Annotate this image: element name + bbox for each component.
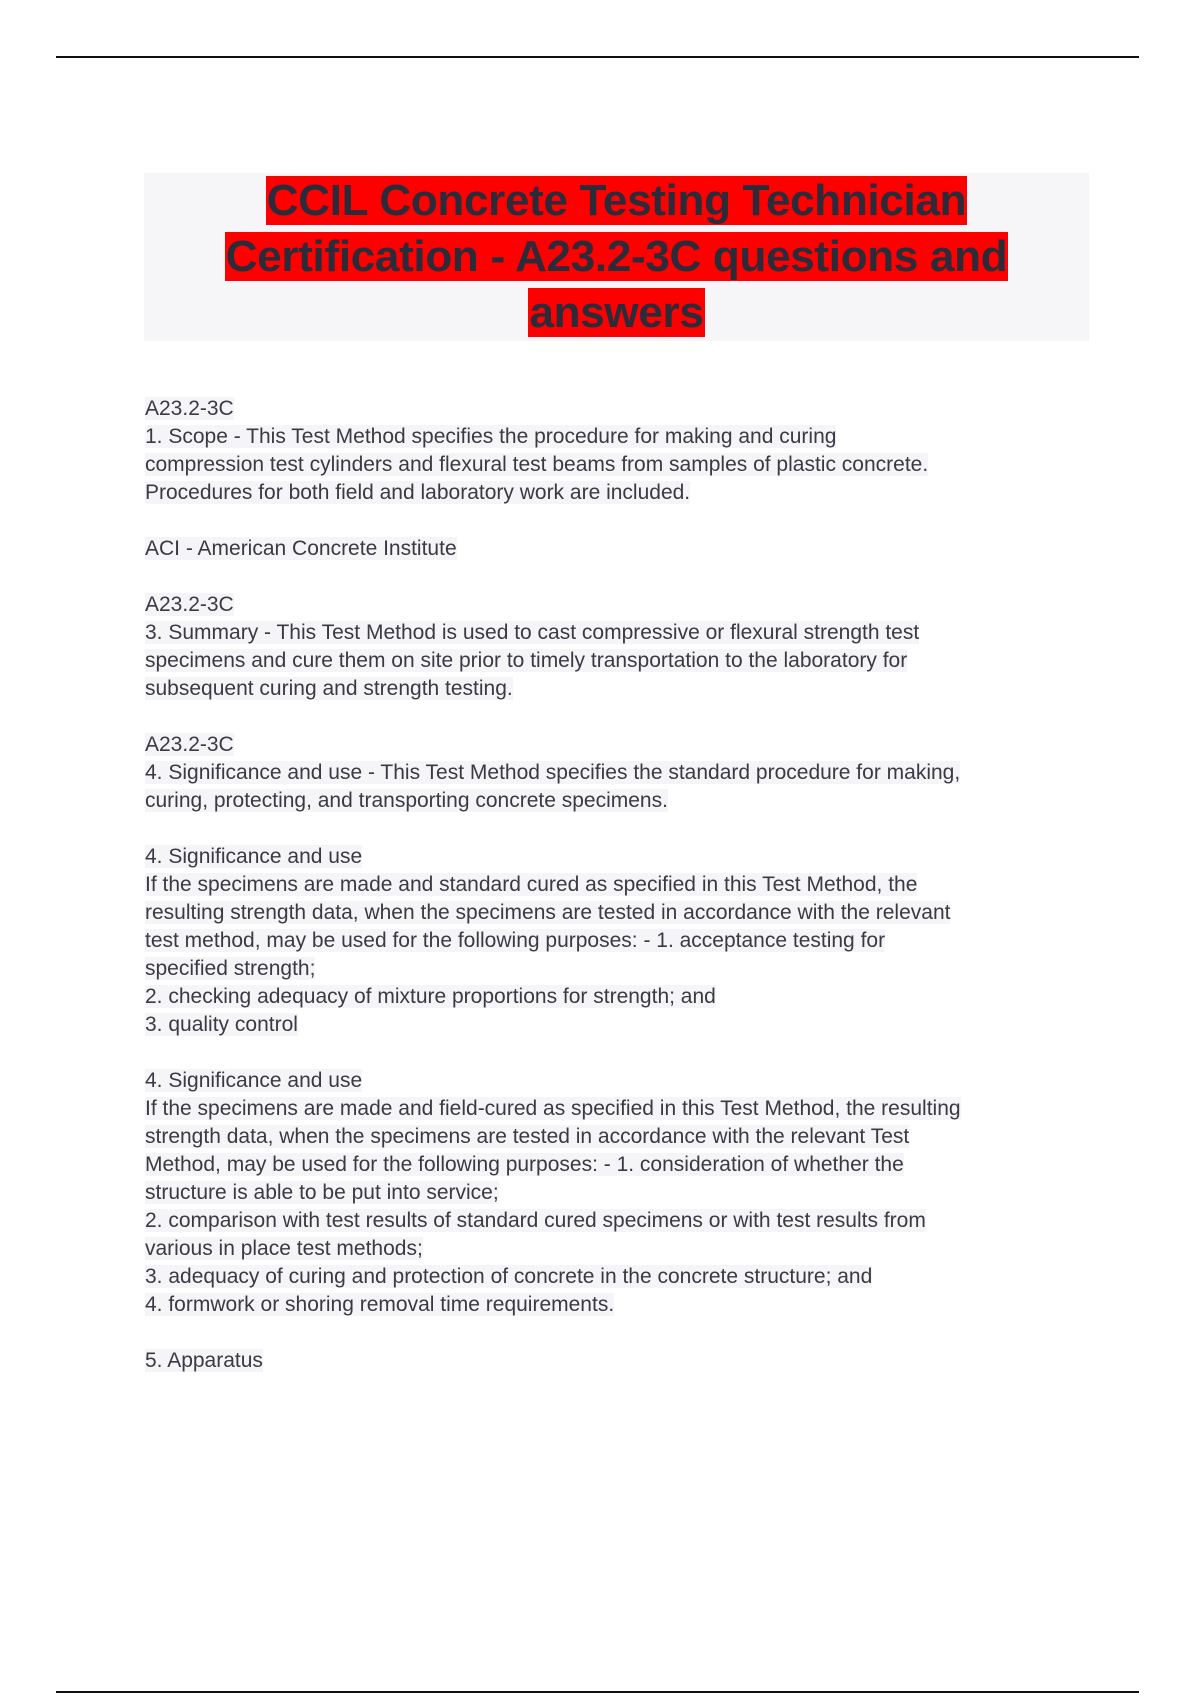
text-line-content: curing, protecting, and transporting concrete specimens. [145, 789, 668, 812]
text-line-content: strength data, when the specimens are tested in accordance with the relevant Test [145, 1125, 910, 1148]
text-line-content: structure is able to be put into service; [145, 1181, 499, 1204]
text-line [145, 591, 1095, 619]
text-line-content: Procedures for both field and laboratory work are included. [145, 481, 691, 504]
text-line [145, 843, 1095, 871]
qa-block [145, 1347, 1095, 1375]
text-line [145, 1291, 1095, 1319]
title-line-text: CCIL Concrete Testing Technician [266, 176, 967, 225]
text-line-content: A23.2-3C [145, 593, 234, 616]
text-line [145, 1123, 1095, 1151]
text-line-content: If the specimens are made and field-cured as specified in this Test Method, the resulting [145, 1097, 961, 1120]
document-title [144, 173, 1089, 341]
text-line [145, 1067, 1095, 1095]
text-line-content: 4. Significance and use [145, 845, 363, 868]
text-line [145, 731, 1095, 759]
text-line [145, 423, 1095, 451]
text-line-content: ACI - American Concrete Institute [145, 537, 457, 560]
text-line [145, 1263, 1095, 1291]
text-line-content: 4. formwork or shoring removal time requirements. [145, 1293, 615, 1316]
text-line [145, 619, 1095, 647]
text-line [145, 535, 1095, 563]
text-line-content: specimens and cure them on site prior to timely transportation to the laboratory for [145, 649, 908, 672]
header-rule [56, 56, 1139, 58]
text-line-content: Method, may be used for the following purposes: - 1. consideration of whether the [145, 1153, 904, 1176]
title-line [144, 285, 1089, 341]
text-line [145, 1235, 1095, 1263]
text-line [145, 1011, 1095, 1039]
text-line-content: A23.2-3C [145, 733, 234, 756]
qa-block [145, 535, 1095, 563]
text-line [145, 1207, 1095, 1235]
text-line [145, 1151, 1095, 1179]
title-line-text: answers [529, 288, 704, 337]
title-line [144, 173, 1089, 229]
text-line [145, 1347, 1095, 1375]
text-line [145, 1179, 1095, 1207]
text-line [145, 647, 1095, 675]
title-line-text: Certification - A23.2-3C questions and [225, 232, 1008, 281]
text-line-content: 5. Apparatus [145, 1349, 263, 1372]
text-line-content: subsequent curing and strength testing. [145, 677, 513, 700]
title-line [144, 229, 1089, 285]
qa-block [145, 1067, 1095, 1319]
qa-block [145, 731, 1095, 815]
text-line [145, 871, 1095, 899]
text-line-content: 4. Significance and use [145, 1069, 363, 1092]
text-line [145, 787, 1095, 815]
text-line [145, 983, 1095, 1011]
text-line [145, 759, 1095, 787]
qa-block [145, 591, 1095, 703]
text-line-content: compression test cylinders and flexural test beams from samples of plastic concrete. [145, 453, 929, 476]
document-body [145, 395, 1095, 1403]
text-line-content: 2. checking adequacy of mixture proportions for strength; and [145, 985, 716, 1008]
footer-rule [56, 1691, 1139, 1693]
text-line-content: test method, may be used for the following purposes: - 1. acceptance testing for [145, 929, 886, 952]
text-line-content: 1. Scope - This Test Method specifies the procedure for making and curing [145, 425, 837, 448]
text-line-content: various in place test methods; [145, 1237, 423, 1260]
text-line [145, 927, 1095, 955]
text-line-content: resulting strength data, when the specimens are tested in accordance with the relevant [145, 901, 951, 924]
text-line-content: specified strength; [145, 957, 316, 980]
text-line [145, 479, 1095, 507]
text-line [145, 1095, 1095, 1123]
text-line-content: 3. quality control [145, 1013, 298, 1036]
text-line-content: 4. Significance and use - This Test Method specifies the standard procedure for making, [145, 761, 961, 784]
text-line [145, 451, 1095, 479]
text-line-content: If the specimens are made and standard cured as specified in this Test Method, the [145, 873, 918, 896]
text-line [145, 955, 1095, 983]
qa-block [145, 843, 1095, 1039]
text-line [145, 675, 1095, 703]
text-line-content: 2. comparison with test results of standard cured specimens or with test results from [145, 1209, 926, 1232]
text-line-content: A23.2-3C [145, 397, 234, 420]
text-line [145, 395, 1095, 423]
text-line [145, 899, 1095, 927]
qa-block [145, 395, 1095, 507]
text-line-content: 3. Summary - This Test Method is used to cast compressive or flexural strength test [145, 621, 920, 644]
text-line-content: 3. adequacy of curing and protection of concrete in the concrete structure; and [145, 1265, 873, 1288]
